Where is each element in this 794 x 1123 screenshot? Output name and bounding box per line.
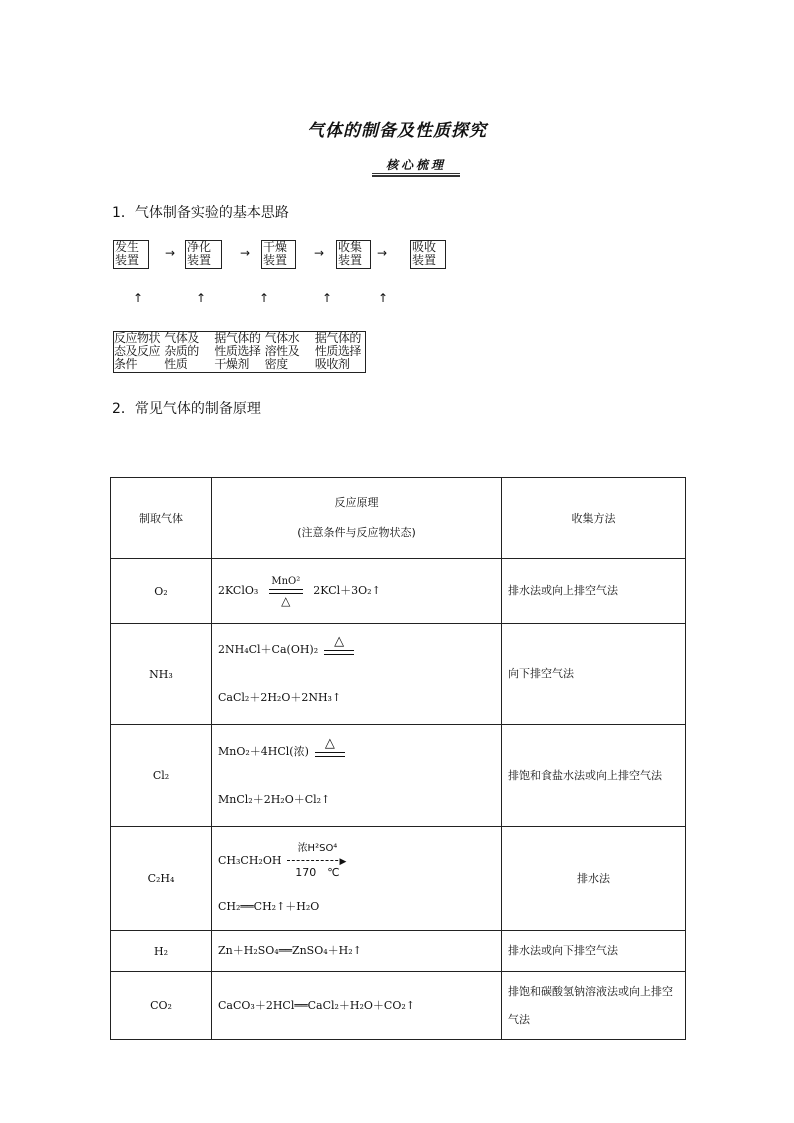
arrow-tip: ▶ [339,856,347,867]
flow-box-drying: 干燥 装置 [261,240,296,269]
gas-cell: NH₃ [111,624,212,725]
flow-box-absorption: 吸收 装置 [410,240,446,269]
equals-sign [324,650,354,655]
up-arrow: ↑ [133,291,144,305]
table-row [111,827,686,931]
reason-drying: 据气体的 性质选择 干燥剂 [214,332,261,371]
reason-generation: 反应物状 态及反应 条件 [114,332,161,371]
equation-cell [212,624,502,725]
equation-cell: CaCO₃＋2HCl══CaCl₂＋H₂O＋CO₂↑ [212,972,502,1040]
up-arrow: ↑ [259,291,270,305]
subtitle-underline [372,173,460,174]
page-title: 气体的制备及性质探究 [307,121,487,141]
condition-reagent: 浓H²SO⁴ [297,842,338,854]
table-row [111,725,686,827]
header-principle [212,478,502,559]
flow-box-generation: 发生 装置 [113,240,149,269]
eq-line1: CH₃CH₂OH [218,853,282,867]
reaction-condition [287,843,347,879]
header-collect: 收集方法 [502,478,686,559]
subtitle-underline-thick [372,175,460,177]
header-gas: 制取气体 [111,478,212,559]
heat-symbol: △ [334,634,345,649]
up-arrow: ↑ [196,291,207,305]
collect-cell: 排水法或向上排空气法 [502,559,686,624]
collect-cell: 排水法 [502,827,686,931]
reason-collection: 气体水 溶性及 密度 [264,332,300,371]
equation-cell [212,559,502,624]
flow-arrow-right: → [240,246,251,260]
condition-catalyst: MnO² [271,576,301,587]
flow-arrow-right: → [165,246,176,260]
section2-heading: 2．常见气体的制备原理 [112,401,261,417]
heat-symbol: △ [281,594,291,608]
flow-box-purification: 净化 装置 [185,240,222,269]
collect-cell: 排饱和碳酸氢钠溶液法或向上排空气法 [502,972,686,1040]
collect-cell: 排饱和食盐水法或向上排空气法 [502,725,686,827]
section-subtitle: 核心梳理 [385,158,446,172]
eq-line1: 2NH₄Cl＋Ca(OH)₂ [218,643,319,656]
reaction-condition [266,576,306,606]
eq-right: 2KCl＋3O₂↑ [313,584,381,597]
header-principle-line2: (注意条件与反应物状态) [297,526,416,539]
condition-temperature: 170 ℃ [295,865,340,879]
equation-cell [212,827,502,931]
equation-cell [212,725,502,827]
reasons-box [113,331,366,373]
eq-line1: MnO₂＋4HCl(浓) [218,744,309,758]
reason-absorption: 据气体的 性质选择 吸收剂 [314,332,361,371]
gas-cell: O₂ [111,559,212,624]
table-row [111,931,686,972]
collect-cell: 向下排空气法 [502,624,686,725]
eq-line2: CH₂══CH₂↑＋H₂O [218,899,320,913]
flow-arrow-right: → [314,246,325,260]
gas-cell: C₂H₄ [111,827,212,931]
up-arrow: ↑ [378,291,389,305]
gas-cell: Cl₂ [111,725,212,827]
equals-sign [315,752,345,757]
table-row [111,559,686,624]
gas-cell: CO₂ [111,972,212,1040]
collect-cell: 排水法或向下排空气法 [502,931,686,972]
table-header-row [111,478,686,559]
eq-line2: CaCl₂＋2H₂O＋2NH₃↑ [218,691,342,704]
reaction-condition [313,735,347,772]
section1-heading: 1．气体制备实验的基本思路 [112,205,289,221]
reason-purification: 气体及 杂质的 性质 [164,332,199,371]
header-principle-line1: 反应原理 [334,496,379,509]
flow-box-collection: 收集 装置 [336,240,371,269]
gas-preparation-table [110,477,686,1040]
eq-line2: MnCl₂＋2H₂O＋Cl₂↑ [218,792,331,806]
table-row [111,972,686,1040]
equation-cell: Zn＋H₂SO₄══ZnSO₄＋H₂↑ [212,931,502,972]
flow-arrow-right: → [377,246,388,260]
arrow-line [287,860,343,861]
eq-left: 2KClO₃ [218,584,259,597]
heat-symbol: △ [324,735,335,751]
gas-cell: H₂ [111,931,212,972]
reaction-condition [322,634,356,670]
up-arrow: ↑ [322,291,333,305]
table-row [111,624,686,725]
